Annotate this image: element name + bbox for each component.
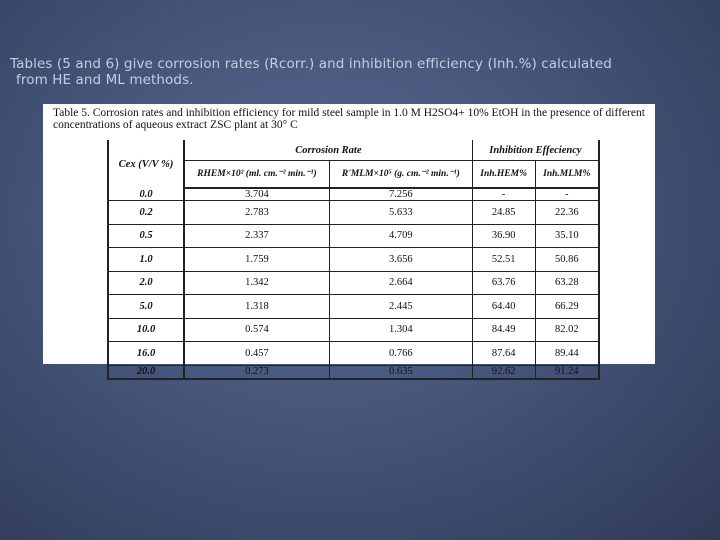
table-caption: [53, 107, 649, 131]
value-cell: 84.49: [472, 318, 535, 342]
value-cell: 52.51: [472, 248, 535, 272]
table-row: [108, 201, 599, 225]
conc-cell: 10.0: [108, 318, 184, 342]
value-cell: 1.342: [184, 271, 329, 295]
value-cell: -: [535, 188, 599, 201]
conc-cell: 5.0: [108, 295, 184, 319]
caption-line-2: from HE and ML methods.: [16, 72, 194, 88]
corrosion-table: [107, 140, 600, 380]
value-cell: 2.664: [329, 271, 472, 295]
table-caption-text: Table 5. Corrosion rates and inhibition efficiency for mild steel sample in 1.0 M H2SO4+ 10% EtOH in the presence of different concentrations of aqueous extract ZSC plant at 30° C: [53, 107, 645, 131]
value-cell: 91.24: [535, 365, 599, 379]
value-cell: 5.633: [329, 201, 472, 225]
caption-line-1: Tables (5 and 6) give corrosion rates (Rcorr.) and inhibition efficiency (Inh.%) calculated: [10, 56, 612, 72]
conc-cell: 16.0: [108, 342, 184, 366]
table-row: [108, 248, 599, 272]
value-cell: 1.304: [329, 318, 472, 342]
value-cell: 22.36: [535, 201, 599, 225]
conc-cell: 0.2: [108, 201, 184, 225]
slide-caption: [10, 56, 710, 88]
col-header-inh-mlm: Inh.MLM%: [535, 161, 599, 189]
value-cell: -: [472, 188, 535, 201]
value-cell: 0.635: [329, 365, 472, 379]
value-cell: 36.90: [472, 224, 535, 248]
conc-header: Cex (V/V %): [108, 140, 184, 188]
value-cell: 24.85: [472, 201, 535, 225]
inhibition-header: Inhibition Effeciency: [472, 140, 599, 161]
value-cell: 4.709: [329, 224, 472, 248]
value-cell: 2.445: [329, 295, 472, 319]
table-row: [108, 318, 599, 342]
value-cell: 66.29: [535, 295, 599, 319]
col-header-rhem: RHEM×10² (ml. cm.⁻² min.⁻¹): [184, 161, 329, 189]
value-cell: 0.273: [184, 365, 329, 379]
value-cell: 3.704: [184, 188, 329, 201]
value-cell: 89.44: [535, 342, 599, 366]
table-row: [108, 188, 599, 201]
value-cell: 35.10: [535, 224, 599, 248]
table-body: [108, 188, 599, 379]
table-row: [108, 271, 599, 295]
value-cell: 87.64: [472, 342, 535, 366]
value-cell: 64.40: [472, 295, 535, 319]
value-cell: 3.656: [329, 248, 472, 272]
table-figure: [43, 104, 655, 377]
table-row: [108, 295, 599, 319]
value-cell: 2.783: [184, 201, 329, 225]
conc-cell: 1.0: [108, 248, 184, 272]
table-row: [108, 224, 599, 248]
conc-cell: 20.0: [108, 365, 184, 379]
value-cell: 82.02: [535, 318, 599, 342]
conc-cell: 0.0: [108, 188, 184, 201]
col-header-rmlm: R'MLM×10⁵ (g. cm.⁻² min.⁻¹): [329, 161, 472, 189]
value-cell: 50.86: [535, 248, 599, 272]
value-cell: 1.759: [184, 248, 329, 272]
value-cell: 63.76: [472, 271, 535, 295]
value-cell: 7.256: [329, 188, 472, 201]
value-cell: 1.318: [184, 295, 329, 319]
corrosion-rate-header: Corrosion Rate: [184, 140, 472, 161]
value-cell: 92.62: [472, 365, 535, 379]
value-cell: 0.574: [184, 318, 329, 342]
col-header-inh-hem: Inh.HEM%: [472, 161, 535, 189]
value-cell: 63.28: [535, 271, 599, 295]
conc-cell: 0.5: [108, 224, 184, 248]
value-cell: 2.337: [184, 224, 329, 248]
table-row: [108, 365, 599, 379]
value-cell: 0.766: [329, 342, 472, 366]
conc-cell: 2.0: [108, 271, 184, 295]
table-row: [108, 342, 599, 366]
value-cell: 0.457: [184, 342, 329, 366]
